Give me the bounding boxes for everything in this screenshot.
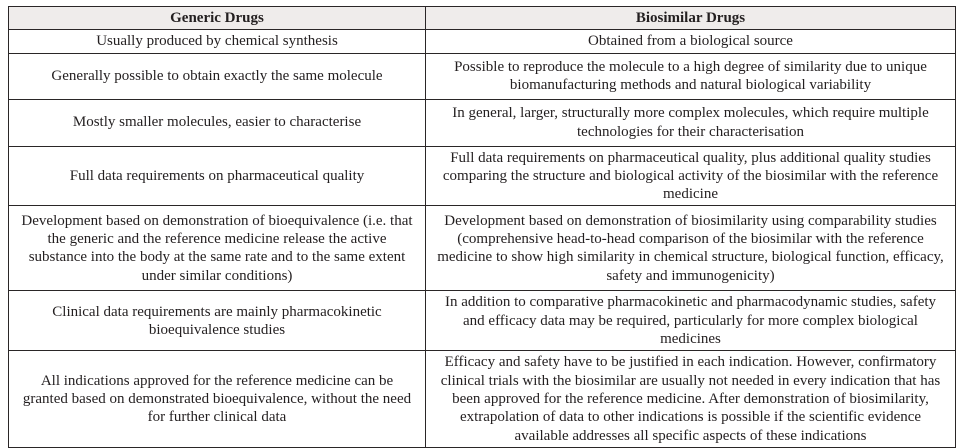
comparison-table xyxy=(8,6,956,448)
header-biosimilar-drugs: Biosimilar Drugs xyxy=(426,7,956,30)
table-row xyxy=(9,30,956,53)
table-row xyxy=(9,53,956,99)
generic-cell: Development based on demonstration of bioequivalence (i.e. that the generic and the reference medicine release the active substance into the body at the same rate and to the same extent under similar conditions) xyxy=(9,206,426,291)
table-row xyxy=(9,146,956,206)
table-row xyxy=(9,351,956,447)
biosimilar-cell: Possible to reproduce the molecule to a high degree of similarity due to unique biomanufacturing methods and natural biological variability xyxy=(426,53,956,99)
generic-cell: Clinical data requirements are mainly pharmacokinetic bioequivalence studies xyxy=(9,291,426,351)
header-generic-drugs: Generic Drugs xyxy=(9,7,426,30)
biosimilar-cell: Efficacy and safety have to be justified in each indication. However, confirmatory clinical trials with the biosimilar are usually not needed in every indication that has been approved for the reference medicine. After demonstration of biosimilarity, extrapolation of data to other indications is possible if the scientific evidence available addresses all specific aspects of these indications xyxy=(426,351,956,447)
biosimilar-cell: Development based on demonstration of biosimilarity using comparability studies (comprehensive head-to-head comparison of the biosimilar with the reference medicine to show high similarity in chemical structure, biological function, efficacy, safety and immunogenicity) xyxy=(426,206,956,291)
table-row xyxy=(9,206,956,291)
header-row xyxy=(9,7,956,30)
biosimilar-cell: Full data requirements on pharmaceutical quality, plus additional quality studies comparing the structure and biological activity of the biosimilar with the reference medicine xyxy=(426,146,956,206)
biosimilar-cell: In general, larger, structurally more complex molecules, which require multiple technologies for their characterisation xyxy=(426,99,956,146)
generic-cell: Generally possible to obtain exactly the same molecule xyxy=(9,53,426,99)
table-row xyxy=(9,99,956,146)
biosimilar-cell: Obtained from a biological source xyxy=(426,30,956,53)
generic-cell: All indications approved for the reference medicine can be granted based on demonstrated bioequivalence, without the need for further clinical data xyxy=(9,351,426,447)
generic-cell: Full data requirements on pharmaceutical quality xyxy=(9,146,426,206)
biosimilar-cell: In addition to comparative pharmacokinetic and pharmacodynamic studies, safety and efficacy data may be required, particularly for more complex biological medicines xyxy=(426,291,956,351)
generic-cell: Mostly smaller molecules, easier to characterise xyxy=(9,99,426,146)
table-row xyxy=(9,291,956,351)
generic-cell: Usually produced by chemical synthesis xyxy=(9,30,426,53)
